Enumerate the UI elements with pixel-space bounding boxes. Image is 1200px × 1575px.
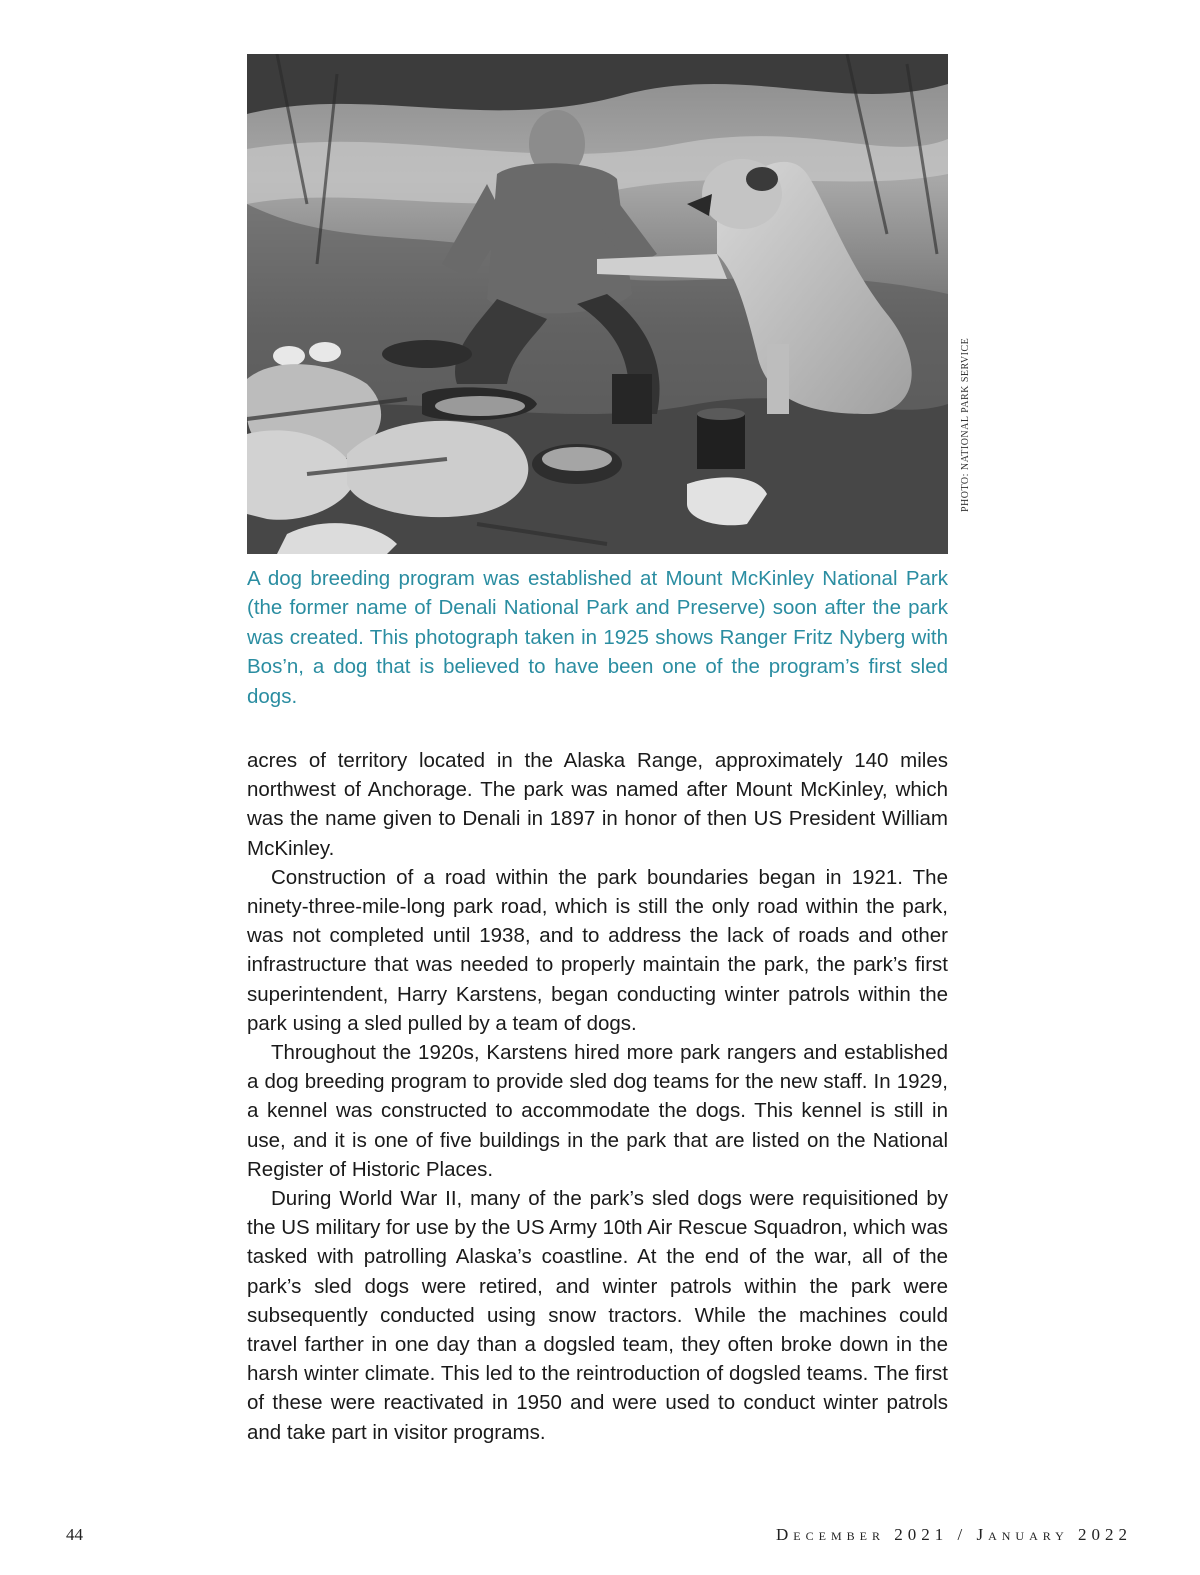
article-paragraph: Throughout the 1920s, Karstens hired more park rangers and established a dog breeding program to provide sled dog teams for the new staff. In 1929, a kennel was constructed to accommodate the dogs. This kennel is still in use, and it is one of five buildings in the park that are listed on the National Register of Historic Places.	[247, 1041, 948, 1181]
photo-credit: PHOTO: NATIONAL PARK SERVICE	[960, 337, 971, 512]
issue-date: December 2021 / January 2022	[776, 1525, 1132, 1544]
page-number: 44	[66, 1525, 83, 1544]
article-paragraph: During World War II, many of the park’s sled dogs were requisitioned by the US military for use by the US Army 10th Air Rescue Squadron, which was tasked with patrolling Alaska’s coastline. At the end of the war, all of the park’s sled dogs were retired, and winter patrols within the park were subsequently conducted using snow tractors. While the machines could travel farther in one day than a dogsled team, they often broke down in the harsh winter climate. This led to the reintroduction of dogsled teams. The first of these were reactivated in 1950 and were used to conduct winter patrols and take part in visitor programs.	[247, 1187, 948, 1444]
photo-caption: A dog breeding program was established at Mount McKinley National Park (the former name of Denali National Park and Preserve) soon after the park was created. This photograph taken in 1925 shows Ranger Fritz Nyberg with Bos’n, a dog that is believed to have been one of the program’s first sled dogs.	[247, 567, 948, 708]
article-paragraph: acres of territory located in the Alaska Range, approximately 140 miles northwest of Anchorage. The park was named after Mount McKinley, which was the name given to Denali in 1897 in honor of then US President William McKinley.	[247, 749, 948, 860]
article-body	[247, 746, 948, 1447]
historic-photo	[247, 54, 948, 554]
article-paragraph: Construction of a road within the park boundaries began in 1921. The ninety-three-mile-long park road, which is still the only road within the park, was not completed until 1938, and to address the lack of roads and other infrastructure that was needed to properly maintain the park, the park’s first superintendent, Harry Karstens, began conducting winter patrols within the park using a sled pulled by a team of dogs.	[247, 865, 948, 1035]
